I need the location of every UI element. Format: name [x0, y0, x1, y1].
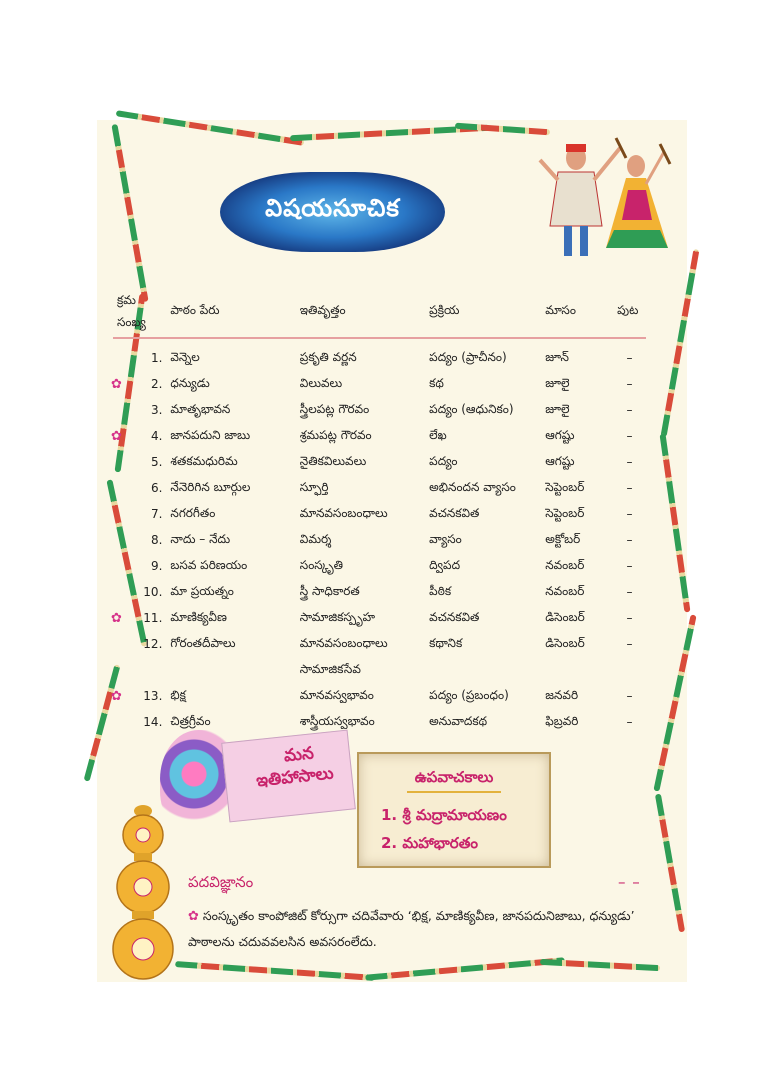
row-lesson: ధన్యుడు	[170, 375, 210, 390]
flower-icon: ✿	[188, 909, 199, 924]
row-theme: శాస్త్రీయస్వభావం	[299, 713, 375, 728]
padavignanam-note-text: సంస్కృతం కాంపోజిట్ కోర్సుగా చదివేవారు ‘భిక్ష, మాణిక్యవీణ, జానపదునిజాబు, ధన్యుడు’ పాఠాలను చదువవలసిన అవసరంలేదు.	[188, 908, 635, 949]
row-number: 3.	[150, 403, 163, 417]
row-lesson: బసవ పరిణయం	[170, 557, 248, 572]
header-page: పుట	[613, 285, 646, 338]
row-number: 4.	[150, 429, 163, 443]
row-number: 6.	[150, 481, 163, 495]
row-month: జనవరి	[545, 687, 579, 702]
header-serial-line2: సంఖ్య	[117, 315, 146, 329]
row-lesson: నేనెరిగిన బూర్గుల	[170, 479, 251, 494]
table-row	[113, 338, 646, 371]
upavachakalu-item: 1. శ్రీ మద్రామాయణం	[381, 806, 507, 824]
row-genre: పీఠిక	[429, 583, 452, 598]
mana-label: మన	[282, 743, 315, 767]
row-theme: నైతికవిలువలు	[299, 453, 367, 468]
row-genre	[425, 657, 541, 683]
row-lesson: శతకమధురిమ	[170, 453, 238, 468]
row-lesson: వెన్నెల	[170, 349, 200, 364]
row-number: 12.	[143, 637, 163, 651]
row-genre: వచనకవిత	[429, 609, 480, 624]
row-theme: మానవస్వభావం	[299, 687, 374, 702]
row-number: 7.	[150, 507, 163, 521]
row-number: 9.	[150, 559, 163, 573]
row-month: ఫిబ్రవరి	[545, 713, 579, 728]
row-page: –	[626, 611, 633, 625]
row-lesson: నాదు – నేదు	[170, 531, 231, 546]
row-month: అక్టోబర్	[545, 531, 581, 546]
header-serial-number	[113, 285, 166, 338]
row-theme: విమర్శ	[299, 531, 332, 546]
header-month: మాసం	[541, 285, 613, 338]
row-lesson	[166, 657, 295, 683]
padavignanam-page: – –	[618, 873, 641, 891]
upavachakalu-box	[357, 752, 551, 868]
contents-table	[113, 285, 646, 735]
upavachakalu-underline	[407, 791, 501, 793]
row-genre: కథానిక	[429, 635, 463, 650]
row-page: –	[626, 429, 633, 443]
row-page: –	[626, 715, 633, 729]
header-serial-line1: క్రమ	[117, 293, 136, 307]
row-theme: విలువలు	[299, 375, 343, 390]
table-row	[113, 527, 646, 553]
row-theme: సంస్కృతి	[299, 557, 344, 572]
table-row	[113, 631, 646, 657]
row-genre: పద్యం (ప్రబంధం)	[429, 687, 509, 702]
row-month: డిసెంబర్	[545, 609, 585, 624]
row-number: 2.	[150, 377, 163, 391]
row-lesson: జానపదుని జాబు	[170, 427, 251, 442]
flower-icon: ✿	[111, 429, 122, 444]
table-row	[113, 553, 646, 579]
table-row	[113, 501, 646, 527]
padavignanam-note	[188, 903, 658, 954]
row-page: –	[626, 481, 633, 495]
header-genre: ప్రక్రియ	[425, 285, 541, 338]
table-row	[113, 423, 646, 449]
row-theme: ప్రకృతి వర్ణన	[299, 349, 357, 364]
flower-icon: ✿	[111, 689, 122, 704]
row-number: 14.	[143, 715, 163, 729]
row-month: ఆగష్టు	[545, 427, 575, 442]
header-theme: ఇతివృత్తం	[296, 285, 425, 338]
header-lesson: పాఠం పేరు	[166, 285, 295, 338]
row-genre: వ్యాసం	[429, 531, 462, 546]
table-row	[113, 397, 646, 423]
row-genre: వచనకవిత	[429, 505, 480, 520]
row-month: జూలై	[545, 375, 570, 390]
page-title: విషయసూచిక	[265, 194, 400, 222]
row-number: 5.	[150, 455, 163, 469]
table-row	[113, 683, 646, 709]
row-page: –	[626, 403, 633, 417]
upavachakalu-title: ఉపవాచకాలు	[414, 768, 494, 786]
row-month: జూన్	[545, 349, 569, 364]
row-theme: స్త్రీ సాధికారత	[299, 583, 360, 598]
row-theme: స్ఫూర్తి	[299, 479, 329, 494]
row-page: –	[626, 351, 633, 365]
row-month: ఆగష్టు	[545, 453, 575, 468]
row-lesson: చిత్రగ్రీవం	[170, 713, 211, 728]
row-lesson: మా ప్రయత్నం	[170, 583, 234, 598]
row-number: 10.	[143, 585, 163, 599]
upavachakalu-item: 2. మహాభారతం	[381, 834, 478, 852]
row-page	[613, 657, 646, 683]
row-theme: శ్రమపట్ల గౌరవం	[299, 427, 372, 442]
row-lesson: భిక్ష	[170, 687, 186, 702]
table-row	[113, 371, 646, 397]
row-page: –	[626, 585, 633, 599]
row-genre: అభినందన వ్యాసం	[429, 479, 516, 494]
row-number: 1.	[150, 351, 163, 365]
row-genre: లేఖ	[429, 427, 447, 442]
row-theme: సామాజికసేవ	[299, 661, 361, 676]
row-month: సెప్టెంబర్	[545, 479, 585, 494]
table-header-row	[113, 285, 646, 338]
table-row	[113, 605, 646, 631]
stacked-pots-illustration	[112, 795, 174, 985]
row-page: –	[626, 637, 633, 651]
dancers-illustration	[528, 130, 678, 270]
row-page: –	[626, 455, 633, 469]
row-theme: మానవసంబంధాలు	[299, 505, 388, 520]
row-theme: స్త్రీలపట్ల గౌరవం	[299, 401, 370, 416]
row-theme: మానవసంబంధాలు	[299, 635, 388, 650]
row-month: నవంబర్	[545, 583, 585, 598]
table-row	[113, 449, 646, 475]
row-month: సెప్టెంబర్	[545, 505, 585, 520]
row-genre: ద్విపద	[429, 557, 461, 572]
row-month: డిసెంబర్	[545, 635, 585, 650]
row-lesson: నగరగీతం	[170, 505, 216, 520]
row-genre: అనువాదకథ	[429, 713, 488, 728]
row-page: –	[626, 559, 633, 573]
row-genre: కథ	[429, 375, 444, 390]
flower-icon: ✿	[111, 611, 122, 626]
row-lesson: గోరంతదీపాలు	[170, 635, 236, 650]
itihasalu-label: ఇతిహాసాలు	[255, 763, 335, 792]
row-page: –	[626, 377, 633, 391]
row-page: –	[626, 507, 633, 521]
padavignanam-heading: పదవిజ్ఞానం	[188, 873, 254, 891]
row-theme: సామాజికస్పృహ	[299, 609, 376, 624]
row-genre: పద్యం (ఆధునికం)	[429, 401, 514, 416]
mana-itihasalu-card	[221, 730, 356, 823]
row-lesson: మాణిక్యవీణ	[170, 609, 227, 624]
row-number: 13.	[143, 689, 163, 703]
table-row	[113, 579, 646, 605]
table-row	[113, 657, 646, 683]
row-genre: పద్యం (ప్రాచీనం)	[429, 349, 507, 364]
row-month: జూలై	[545, 401, 570, 416]
table-row	[113, 475, 646, 501]
row-number: 11.	[143, 611, 163, 625]
flower-icon: ✿	[111, 377, 122, 392]
row-month: నవంబర్	[545, 557, 585, 572]
row-lesson: మాతృభావన	[170, 401, 231, 416]
row-page: –	[626, 689, 633, 703]
row-page: –	[626, 533, 633, 547]
row-number: 8.	[150, 533, 163, 547]
row-genre: పద్యం	[429, 453, 458, 468]
title-banner	[220, 172, 445, 252]
row-month	[541, 657, 613, 683]
